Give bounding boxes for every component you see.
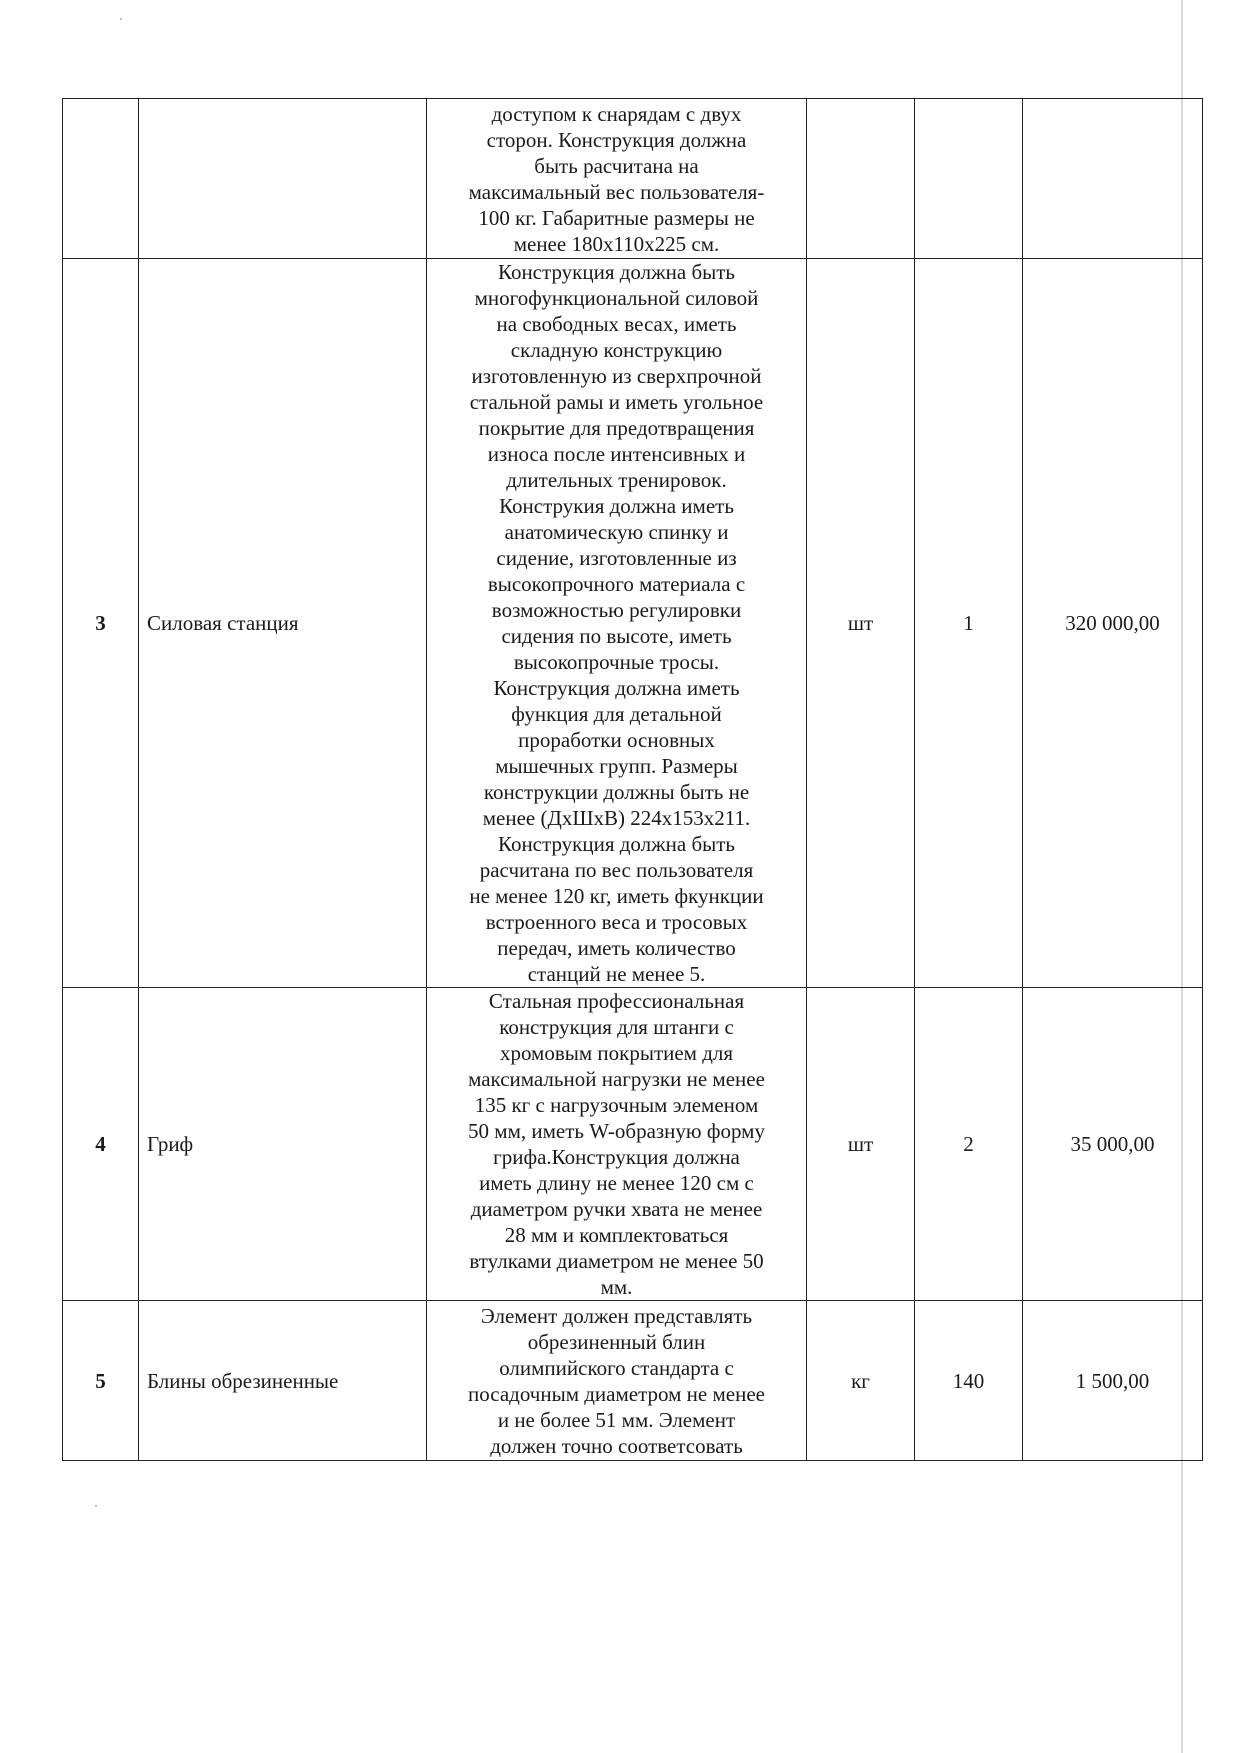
table-row bbox=[63, 1301, 1203, 1461]
description-line: конструкция для штанги с bbox=[499, 1015, 734, 1039]
description-line: функция для детальной bbox=[511, 702, 722, 726]
item-name: Гриф bbox=[139, 988, 427, 1301]
description-line: покрытие для предотвращения bbox=[478, 416, 755, 440]
item-name: Силовая станция bbox=[139, 259, 427, 988]
description-line: диаметром ручки хвата не менее bbox=[470, 1197, 763, 1221]
description-line: длительных тренировок. bbox=[506, 468, 727, 492]
table-row bbox=[63, 259, 1203, 988]
description-line: сидения по высоте, иметь bbox=[501, 624, 732, 648]
item-description bbox=[427, 1301, 807, 1461]
description-line: олимпийского стандарта с bbox=[499, 1355, 734, 1380]
description-line: встроенного веса и тросовых bbox=[485, 910, 748, 934]
description-line: складную конструкцию bbox=[510, 338, 723, 362]
description-line: Конструкция должна быть bbox=[497, 260, 736, 284]
description-line: посадочным диаметром не менее bbox=[468, 1381, 765, 1406]
description-line: 135 кг с нагрузочным элеменом bbox=[474, 1093, 759, 1117]
description-line: Конструкия должна иметь bbox=[499, 494, 734, 518]
description-line: высокопрочные тросы. bbox=[513, 650, 720, 674]
description-line: должен точно соответсовать bbox=[490, 1433, 743, 1458]
item-price: 320 000,00 bbox=[1023, 259, 1203, 988]
description-line: проработки основных bbox=[518, 728, 715, 752]
description-line: анатомическую спинку и bbox=[504, 520, 729, 544]
description-line: быть расчитана на bbox=[534, 153, 699, 178]
description-line: 100 кг. Габаритные размеры не bbox=[478, 205, 755, 230]
specification-table bbox=[62, 98, 1203, 1461]
description-line: Стальная профессиональная bbox=[488, 989, 745, 1013]
row-number: 3 bbox=[63, 259, 139, 988]
description-line: доступом к снарядам с двух bbox=[491, 101, 742, 126]
description-line: обрезиненный блин bbox=[527, 1329, 706, 1354]
description-line: на свободных весах, иметь bbox=[496, 312, 737, 336]
item-description bbox=[427, 259, 807, 988]
item-price bbox=[1023, 99, 1203, 259]
description-line: втулками диаметром не менее 50 bbox=[469, 1249, 764, 1273]
item-quantity: 140 bbox=[915, 1301, 1023, 1461]
description-line: Конструкция должна быть bbox=[497, 832, 736, 856]
description-line: Элемент должен представлять bbox=[480, 1303, 753, 1328]
description-line: расчитана по вес пользователя bbox=[479, 858, 754, 882]
row-number bbox=[63, 99, 139, 259]
description-line: возможностью регулировки bbox=[491, 598, 742, 622]
description-line: передач, иметь количество bbox=[497, 936, 736, 960]
description-line: мышечных групп. Размеры bbox=[495, 754, 738, 778]
item-quantity: 1 bbox=[915, 259, 1023, 988]
description-line: не менее 120 кг, иметь фкункции bbox=[469, 884, 764, 908]
item-unit: кг bbox=[807, 1301, 915, 1461]
description-line: максимальной нагрузки не менее bbox=[468, 1067, 765, 1091]
description-line: конструкции должны быть не bbox=[483, 780, 750, 804]
description-line: иметь длину не менее 120 см с bbox=[479, 1171, 754, 1195]
row-number: 4 bbox=[63, 988, 139, 1301]
description-line: 50 мм, иметь W-образную форму bbox=[468, 1119, 765, 1143]
description-line: грифа.Конструкция должна bbox=[493, 1145, 740, 1169]
table-row bbox=[63, 988, 1203, 1301]
item-unit: шт bbox=[807, 988, 915, 1301]
description-line: максимальный вес пользователя- bbox=[468, 179, 765, 204]
description-line: мм. bbox=[600, 1275, 633, 1299]
description-line: станций не менее 5. bbox=[527, 962, 706, 986]
description-line: стальной рамы и иметь угольное bbox=[469, 390, 764, 414]
description-line: сидение, изготовленные из bbox=[496, 546, 737, 570]
scan-speck bbox=[120, 18, 122, 20]
description-line: высокопрочного материала с bbox=[487, 572, 746, 596]
description-line: 28 мм и комплектоваться bbox=[504, 1223, 729, 1247]
item-quantity: 2 bbox=[915, 988, 1023, 1301]
scan-speck bbox=[95, 1505, 97, 1507]
item-price: 1 500,00 bbox=[1023, 1301, 1203, 1461]
description-line: многофункциональной силовой bbox=[474, 286, 759, 310]
description-line: износа после интенсивных и bbox=[487, 442, 746, 466]
item-name bbox=[139, 99, 427, 259]
description-line: Конструкция должна иметь bbox=[493, 676, 740, 700]
description-line: менее (ДхШхВ) 224х153х211. bbox=[482, 806, 751, 830]
description-line: сторон. Конструкция должна bbox=[486, 127, 747, 152]
item-unit: шт bbox=[807, 259, 915, 988]
item-name: Блины обрезиненные bbox=[139, 1301, 427, 1461]
item-quantity bbox=[915, 99, 1023, 259]
description-line: менее 180х110х225 см. bbox=[513, 231, 720, 256]
item-description bbox=[427, 99, 807, 259]
item-description bbox=[427, 988, 807, 1301]
item-price: 35 000,00 bbox=[1023, 988, 1203, 1301]
description-line: и не более 51 мм. Элемент bbox=[497, 1407, 736, 1432]
description-line: изготовленную из сверхпрочной bbox=[471, 364, 762, 388]
item-unit bbox=[807, 99, 915, 259]
row-number: 5 bbox=[63, 1301, 139, 1461]
description-line: хромовым покрытием для bbox=[499, 1041, 734, 1065]
table-row bbox=[63, 99, 1203, 259]
